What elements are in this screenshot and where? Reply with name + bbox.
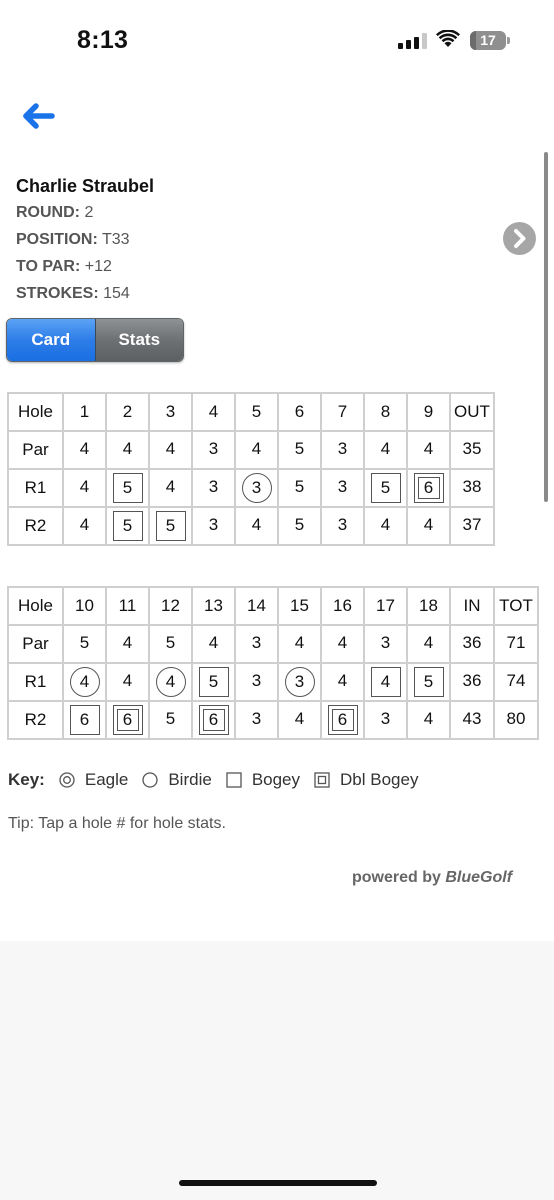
status-bar: [0, 0, 554, 80]
birdie-score: 3: [285, 667, 315, 697]
score-cell: [63, 625, 106, 663]
score-cell: [235, 431, 278, 469]
score-cell: [149, 469, 192, 507]
hole-number-14[interactable]: 14: [235, 587, 278, 625]
scrollbar[interactable]: [544, 152, 548, 502]
position-value: T33: [101, 231, 130, 248]
score-cell: [407, 625, 450, 663]
score-cell: [407, 431, 450, 469]
score-cell: [192, 625, 235, 663]
hole-number-9[interactable]: 9: [407, 393, 450, 431]
player-info: [16, 176, 154, 312]
score-cell: [149, 663, 192, 701]
score-value: 4: [208, 633, 219, 652]
birdie-icon: [142, 772, 158, 788]
score-value: 4: [122, 439, 133, 458]
tip-text: Tip: Tap a hole # for hole stats.: [8, 815, 226, 832]
score-cell: [321, 625, 364, 663]
hole-number-16[interactable]: 16: [321, 587, 364, 625]
dbl-score: 6: [414, 473, 444, 503]
score-value: 5: [165, 633, 176, 652]
page-footer-area: [0, 941, 554, 1200]
score-value: 35: [462, 439, 482, 458]
score-cell: [364, 469, 407, 507]
bogey-score: 5: [113, 473, 143, 503]
score-cell: [106, 701, 149, 739]
to-par-value: +12: [84, 258, 112, 275]
arrow-left-icon: [22, 101, 56, 131]
score-cell: [278, 701, 321, 739]
score-cell: [321, 663, 364, 701]
table-row: [8, 701, 538, 739]
score-value: 43: [462, 709, 482, 728]
birdie-score: 3: [242, 473, 272, 503]
table-row: [8, 469, 494, 507]
score-value: 3: [208, 477, 219, 496]
hole-number-17[interactable]: 17: [364, 587, 407, 625]
back-button[interactable]: [22, 101, 56, 131]
battery-percent: 17: [480, 32, 496, 48]
score-cell: [407, 663, 450, 701]
bogey-score: 5: [113, 511, 143, 541]
score-cell: [278, 507, 321, 545]
score-cell: [192, 507, 235, 545]
score-value: 4: [251, 515, 262, 534]
legend-dbl-bogey-label: Dbl Bogey: [340, 770, 419, 789]
bogey-score: 6: [70, 705, 100, 735]
legend-birdie-label: Birdie: [168, 770, 212, 789]
tab-card[interactable]: Card: [7, 319, 96, 361]
score-cell: [364, 625, 407, 663]
score-cell: [321, 469, 364, 507]
next-player-button[interactable]: [503, 222, 536, 255]
hole-label: Hole: [8, 587, 63, 625]
bogey-score: 5: [371, 473, 401, 503]
score-cell: [407, 469, 450, 507]
score-cell: [106, 507, 149, 545]
bogey-score: 5: [414, 667, 444, 697]
bogey-score: 5: [156, 511, 186, 541]
row-label: R2: [8, 701, 63, 739]
hole-number-3[interactable]: 3: [149, 393, 192, 431]
table-row: [8, 431, 494, 469]
score-cell: [192, 663, 235, 701]
score-cell: [63, 469, 106, 507]
score-value: 3: [380, 709, 391, 728]
score-value: 4: [79, 439, 90, 458]
score-value: 4: [423, 439, 434, 458]
score-cell: [106, 625, 149, 663]
score-cell: [106, 431, 149, 469]
position-label: POSITION:: [16, 231, 98, 248]
hole-number-4[interactable]: 4: [192, 393, 235, 431]
score-cell: [450, 469, 494, 507]
score-value: 3: [380, 633, 391, 652]
table-row: [8, 663, 538, 701]
legend-title: Key:: [8, 770, 45, 789]
birdie-score: 4: [70, 667, 100, 697]
round-row: [16, 204, 154, 224]
position-row: [16, 231, 154, 251]
score-value: 3: [251, 709, 262, 728]
status-time: 8:13: [77, 26, 129, 54]
brand-name: BlueGolf: [445, 869, 513, 886]
chevron-right-icon: [503, 222, 536, 255]
score-cell: [235, 507, 278, 545]
score-value: 3: [208, 439, 219, 458]
score-value: 4: [380, 515, 391, 534]
score-value: 5: [294, 515, 305, 534]
score-cell: [278, 469, 321, 507]
legend: [8, 770, 432, 790]
legend-eagle: [59, 770, 128, 790]
score-value: 4: [380, 439, 391, 458]
hole-number-2[interactable]: 2: [106, 393, 149, 431]
back-nine-scorecard: [7, 586, 539, 740]
total-header: IN: [450, 587, 494, 625]
score-value: 38: [462, 477, 482, 496]
total-header: OUT: [450, 393, 494, 431]
score-value: 3: [337, 477, 348, 496]
score-cell: [407, 701, 450, 739]
front-nine-scorecard: [7, 392, 495, 546]
hole-number-10[interactable]: 10: [63, 587, 106, 625]
double-bogey-icon: [314, 772, 330, 788]
score-value: 3: [337, 515, 348, 534]
score-cell: [63, 663, 106, 701]
score-cell: [450, 431, 494, 469]
hole-header-row: [8, 393, 494, 431]
score-value: 4: [423, 709, 434, 728]
score-cell: [149, 625, 192, 663]
hole-number-5[interactable]: 5: [235, 393, 278, 431]
strokes-label: STROKES:: [16, 285, 99, 302]
to-par-row: [16, 258, 154, 278]
score-cell: [192, 431, 235, 469]
row-label: R1: [8, 469, 63, 507]
score-cell: [450, 625, 494, 663]
score-cell: [364, 507, 407, 545]
total-header: TOT: [494, 587, 538, 625]
score-cell: [235, 663, 278, 701]
strokes-row: [16, 285, 154, 305]
score-value: 4: [423, 515, 434, 534]
dbl-score: 6: [328, 705, 358, 735]
score-value: 36: [462, 671, 482, 690]
score-cell: [63, 507, 106, 545]
score-cell: [278, 431, 321, 469]
score-value: 4: [294, 709, 305, 728]
score-cell: [235, 701, 278, 739]
score-cell: [450, 507, 494, 545]
score-value: 4: [337, 633, 348, 652]
score-cell: [192, 701, 235, 739]
dbl-score: 6: [199, 705, 229, 735]
score-cell: [450, 663, 494, 701]
table-row: [8, 507, 494, 545]
score-value: 3: [208, 515, 219, 534]
score-cell: [106, 469, 149, 507]
score-value: 3: [337, 439, 348, 458]
legend-birdie: [142, 770, 211, 790]
tab-stats[interactable]: Stats: [96, 319, 184, 361]
score-value: 5: [79, 633, 90, 652]
powered-by-prefix: powered by: [352, 869, 441, 886]
row-label: Par: [8, 431, 63, 469]
player-name: Charlie Straubel: [16, 176, 155, 196]
score-value: 36: [462, 633, 482, 652]
powered-by[interactable]: [352, 869, 512, 887]
row-label: R2: [8, 507, 63, 545]
score-cell: [321, 701, 364, 739]
hole-number-11[interactable]: 11: [106, 587, 149, 625]
score-cell: [494, 663, 538, 701]
birdie-score: 4: [156, 667, 186, 697]
hole-number-6[interactable]: 6: [278, 393, 321, 431]
row-label: Par: [8, 625, 63, 663]
score-cell: [364, 431, 407, 469]
score-cell: [364, 701, 407, 739]
score-value: 4: [79, 515, 90, 534]
score-cell: [63, 701, 106, 739]
score-cell: [494, 625, 538, 663]
score-value: 74: [506, 671, 526, 690]
score-cell: [235, 625, 278, 663]
legend-dbl-bogey: [314, 770, 418, 790]
score-value: 5: [165, 709, 176, 728]
score-value: 4: [251, 439, 262, 458]
hole-number-12[interactable]: 12: [149, 587, 192, 625]
battery-cap: [507, 37, 510, 44]
bogey-score: 4: [371, 667, 401, 697]
score-cell: [149, 507, 192, 545]
hole-number-8[interactable]: 8: [364, 393, 407, 431]
score-cell: [321, 507, 364, 545]
score-cell: [235, 469, 278, 507]
score-value: 4: [337, 671, 348, 690]
round-value: 2: [84, 204, 94, 221]
home-indicator[interactable]: [179, 1180, 377, 1186]
score-cell: [278, 663, 321, 701]
score-cell: [149, 431, 192, 469]
score-value: 4: [79, 477, 90, 496]
score-cell: [192, 469, 235, 507]
score-value: 3: [251, 633, 262, 652]
round-label: ROUND:: [16, 204, 80, 221]
hole-number-1[interactable]: 1: [63, 393, 106, 431]
dbl-score: 6: [113, 705, 143, 735]
to-par-label: TO PAR:: [16, 258, 81, 275]
hole-number-7[interactable]: 7: [321, 393, 364, 431]
score-value: 4: [122, 633, 133, 652]
score-cell: [106, 663, 149, 701]
score-value: 4: [165, 439, 176, 458]
score-cell: [450, 701, 494, 739]
bogey-score: 5: [199, 667, 229, 697]
score-value: 4: [423, 633, 434, 652]
cellular-signal-icon: [398, 33, 427, 49]
legend-eagle-label: Eagle: [84, 770, 129, 789]
score-cell: [494, 701, 538, 739]
score-cell: [149, 701, 192, 739]
bogey-icon: [226, 772, 242, 788]
score-cell: [321, 431, 364, 469]
score-value: 4: [294, 633, 305, 652]
score-cell: [278, 625, 321, 663]
strokes-value: 154: [103, 285, 130, 302]
score-value: 5: [294, 439, 305, 458]
view-toggle: [6, 318, 184, 362]
hole-number-15[interactable]: 15: [278, 587, 321, 625]
score-cell: [364, 663, 407, 701]
table-row: [8, 625, 538, 663]
score-cell: [63, 431, 106, 469]
eagle-icon: [59, 772, 75, 788]
score-value: 4: [122, 671, 133, 690]
row-label: R1: [8, 663, 63, 701]
score-cell: [407, 507, 450, 545]
score-value: 5: [294, 477, 305, 496]
hole-header-row: [8, 587, 538, 625]
score-value: 37: [462, 515, 482, 534]
hole-number-18[interactable]: 18: [407, 587, 450, 625]
battery-icon: [470, 31, 506, 50]
wifi-icon: [436, 30, 460, 48]
score-value: 3: [251, 671, 262, 690]
score-value: 4: [165, 477, 176, 496]
score-value: 71: [506, 633, 526, 652]
hole-number-13[interactable]: 13: [192, 587, 235, 625]
legend-bogey: [226, 770, 300, 790]
hole-label: Hole: [8, 393, 63, 431]
legend-bogey-label: Bogey: [251, 770, 301, 789]
score-value: 80: [506, 709, 526, 728]
